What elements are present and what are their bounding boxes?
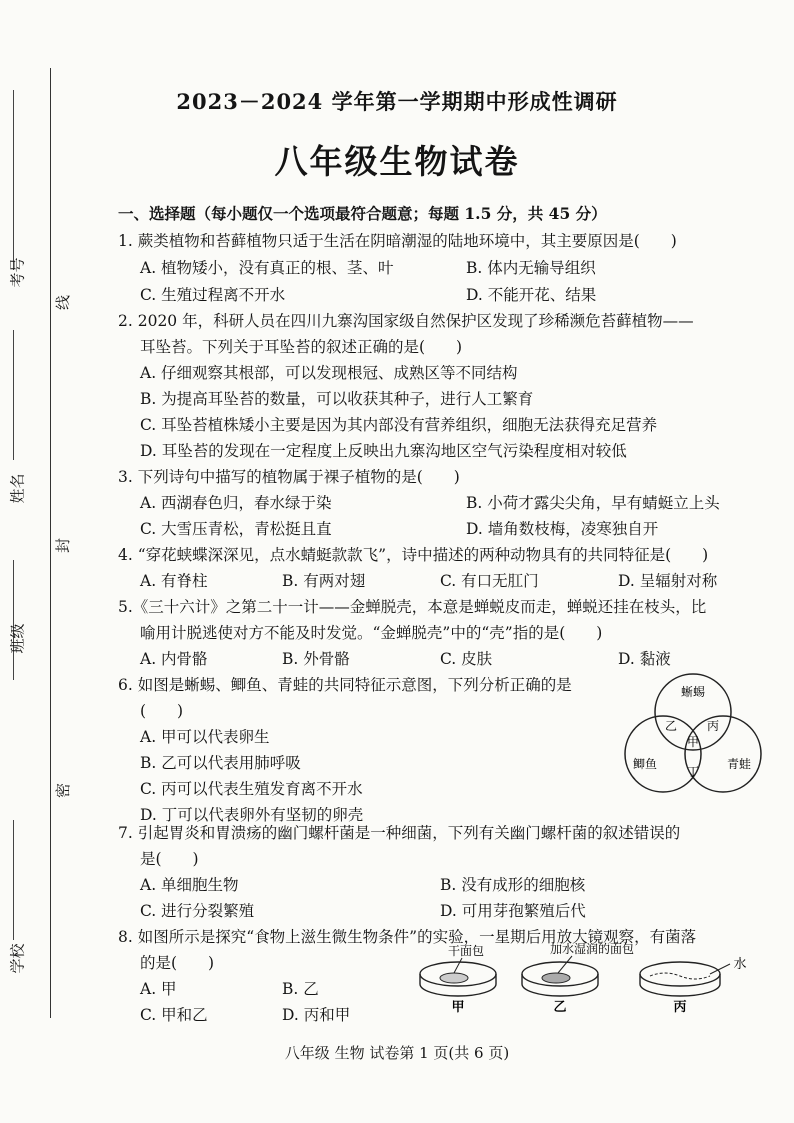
school-blank — [13, 820, 14, 940]
q2-option-b: B. 为提高耳坠苔的数量，可以收获其种子，进行人工繁育 — [140, 390, 534, 408]
class-blank — [13, 560, 14, 680]
q8-stem-line2: 的是( ) — [140, 954, 215, 972]
venn-label-ding: 丁 — [686, 765, 700, 779]
dish-jia — [420, 958, 496, 996]
q7-stem-line1: 7. 引起胃炎和胃溃疡的幽门螺杆菌是一种细菌，下列有关幽门螺杆菌的叙述错误的 — [118, 824, 681, 842]
q7-option-c: C. 进行分裂繁殖 — [140, 902, 255, 920]
q4-option-b: B. 有两对翅 — [282, 572, 366, 590]
q5-stem-line2: 喻用计脱逃使对方不能及时发觉。“金蝉脱壳”中的“壳”指的是( ) — [140, 624, 603, 642]
q5-stem-line1: 5.《三十六计》之第二十一计——金蝉脱壳，本意是蝉蜕皮而走，蝉蜕还挂在枝头，比 — [118, 598, 707, 616]
q6-option-c: C. 丙可以代表生殖发育离不开水 — [140, 780, 363, 798]
venn-label-bing: 丙 — [706, 719, 720, 733]
q1-option-b: B. 体内无输导组织 — [466, 259, 596, 277]
dry-bread-piece — [440, 973, 468, 983]
q7-option-a: A. 单细胞生物 — [140, 876, 239, 894]
q4-stem: 4. “穿花蛱蝶深深见，点水蜻蜓款款飞”，诗中描述的两种动物具有的共同特征是( ) — [118, 546, 709, 564]
q5-option-b: B. 外骨骼 — [282, 650, 350, 668]
q4-option-a: A. 有脊柱 — [140, 572, 208, 590]
dish-yi — [522, 956, 598, 996]
venn-label-fish: 鲫鱼 — [632, 757, 658, 771]
q1-option-a: A. 植物矮小，没有真正的根、茎、叶 — [140, 259, 394, 277]
q6-option-b: B. 乙可以代表用肺呼吸 — [140, 754, 301, 772]
q7-option-d: D. 可用芽孢繁殖后代 — [440, 902, 586, 920]
label-yi: 乙 — [553, 1000, 567, 1015]
q2-option-d: D. 耳坠苔的发现在一定程度上反映出九寨沟地区空气污染程度相对较低 — [140, 442, 627, 460]
q3-option-d: D. 墙角数枝梅，凌寒独自开 — [466, 520, 659, 538]
dish-bing — [640, 962, 730, 996]
venn-label-jia: 甲 — [686, 735, 700, 749]
q5-option-d: D. 黏液 — [618, 650, 671, 668]
q2-option-a: A. 仔细观察其根部，可以发现根冠、成熟区等不同结构 — [140, 364, 518, 382]
seal-feng: 封 — [54, 537, 73, 554]
section-heading: 一、选择题（每小题仅一个选项最符合题意；每题 1.5 分，共 45 分） — [118, 204, 607, 223]
q1-stem: 1. 蕨类植物和苔藓植物只适于生活在阴暗潮湿的陆地环境中，其主要原因是( ) — [118, 232, 677, 250]
label-jia: 甲 — [451, 1000, 465, 1015]
seal-xian: 线 — [54, 294, 73, 311]
q8-option-d: D. 丙和甲 — [282, 1006, 351, 1024]
page-footer: 八年级 生物 试卷第 1 页(共 6 页) — [284, 1044, 510, 1062]
q1-option-d: D. 不能开花、结果 — [466, 286, 597, 304]
q6-stem-line2: ( ) — [140, 702, 184, 720]
binding-line — [50, 68, 51, 1018]
label-dry-bread: 干面包 — [447, 944, 485, 958]
q3-option-b: B. 小荷才露尖尖角，早有蜻蜓立上头 — [466, 494, 720, 512]
label-bing: 丙 — [673, 1000, 687, 1015]
q8-option-a: A. 甲 — [140, 980, 177, 998]
q7-option-b: B. 没有成形的细胞核 — [440, 876, 586, 894]
exam-no-label: 考号 — [8, 257, 27, 288]
q6-option-a: A. 甲可以代表卵生 — [140, 728, 270, 746]
name-blank — [13, 330, 14, 460]
school-label: 学校 — [8, 943, 27, 974]
q3-option-c: C. 大雪压青松，青松挺且直 — [140, 520, 332, 538]
q8-option-b: B. 乙 — [282, 980, 319, 998]
exam-subtitle: 2023－2024 学年第一学期期中形成性调研 — [176, 89, 618, 114]
fish-circle — [625, 716, 701, 792]
label-water: 水 — [733, 957, 747, 972]
q6-option-d: D. 丁可以代表卵外有坚韧的卵壳 — [140, 806, 364, 824]
q2-option-c: C. 耳坠苔植株矮小主要是因为其内部没有营养组织，细胞无法获得充足营养 — [140, 416, 658, 434]
q5-option-c: C. 皮肤 — [440, 650, 493, 668]
q8-option-c: C. 甲和乙 — [140, 1006, 208, 1024]
q8-stem-line1: 8. 如图所示是探究“食物上滋生微生物条件”的实验，一星期后用放大镜观察，有菌落 — [118, 928, 697, 946]
q4-option-c: C. 有口无肛门 — [440, 572, 539, 590]
name-label: 姓名 — [8, 473, 27, 504]
venn-label-frog: 青蛙 — [726, 757, 752, 771]
q3-stem: 3. 下列诗句中描写的植物属于裸子植物的是( ) — [118, 468, 460, 486]
venn-diagram — [615, 668, 775, 808]
q3-option-a: A. 西湖春色归，春水绿于染 — [140, 494, 332, 512]
frog-circle — [685, 716, 761, 792]
q1-option-c: C. 生殖过程离不开水 — [140, 286, 286, 304]
q4-option-d: D. 呈辐射对称 — [618, 572, 718, 590]
q6-stem-line1: 6. 如图是蜥蜴、鲫鱼、青蛙的共同特征示意图，下列分析正确的是 — [118, 676, 572, 694]
label-wet-bread: 加水湿润的面包 — [549, 942, 635, 956]
class-label: 班级 — [8, 623, 27, 654]
q2-stem-line2: 耳坠苔。下列关于耳坠苔的叙述正确的是( ) — [140, 338, 463, 356]
seal-mi: 密 — [54, 782, 73, 799]
wet-bread-piece — [542, 973, 570, 983]
q2-stem-line1: 2. 2020 年，科研人员在四川九寨沟国家级自然保护区发现了珍稀濒危苔藓植物—— — [118, 312, 694, 330]
q7-stem-line2: 是( ) — [140, 850, 199, 868]
venn-label-lizard: 蜥蜴 — [680, 685, 706, 699]
q5-option-a: A. 内骨骼 — [140, 650, 208, 668]
water-layer — [650, 973, 710, 979]
petri-dish-figure — [410, 940, 770, 1018]
venn-label-yi: 乙 — [664, 719, 678, 733]
exam-title: 八年级生物试卷 — [274, 142, 520, 181]
